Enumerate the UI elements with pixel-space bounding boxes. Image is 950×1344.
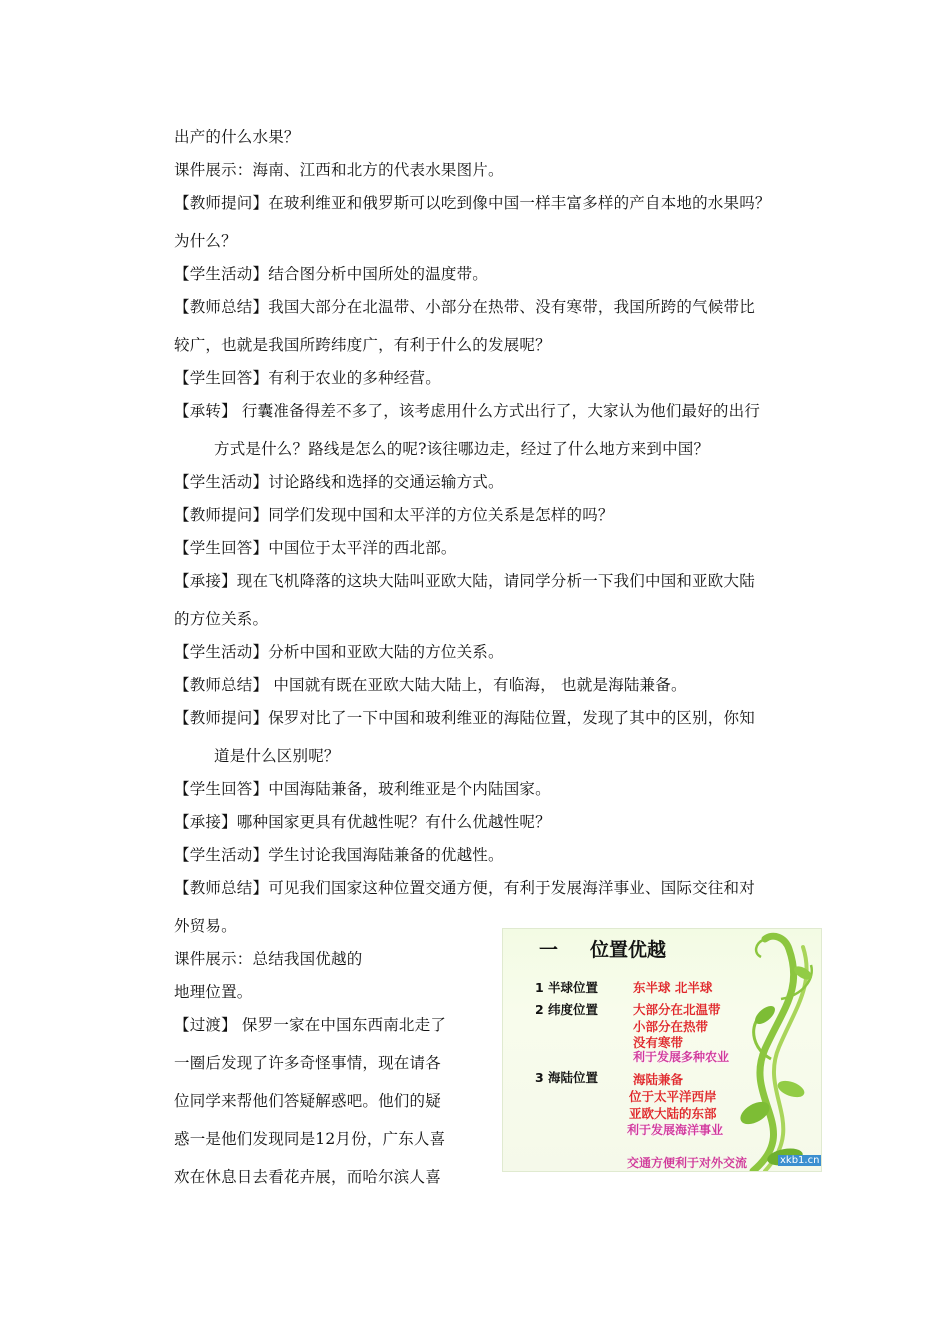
- latitude-value: 没有寒带: [633, 1035, 684, 1050]
- text-line: 课件展示：总结我国优越的: [174, 950, 363, 968]
- slide-footer: 交通方便利于对外交流: [627, 1156, 748, 1170]
- text-line: 【教师总结】我国大部分在北温带、小部分在热带、没有寒带，我国所跨的气候带比: [174, 298, 755, 316]
- text-line: 【教师提问】在玻利维亚和俄罗斯可以吃到像中国一样丰富多样的产自本地的水果吗？: [174, 194, 771, 212]
- text-line: 【学生回答】有利于农业的多种经营。: [174, 369, 441, 387]
- text-line: 【学生活动】学生讨论我国海陆兼备的优越性。: [174, 846, 504, 864]
- latitude-value: 小部分在热带: [633, 1019, 709, 1034]
- text-line: 【承接】哪种国家更具有优越性呢？有什么优越性呢？: [174, 813, 551, 831]
- text-line: 【教师提问】同学们发现中国和太平洋的方位关系是怎样的吗？: [174, 506, 614, 524]
- text-line: 的方位关系。: [174, 610, 269, 628]
- sea-land-value: 位于太平洋西岸: [629, 1089, 717, 1104]
- text-line: 【学生回答】中国海陆兼备，玻利维亚是个内陆国家。: [174, 780, 551, 798]
- text-line: 方式是什么？路线是怎么的呢?该往哪边走，经过了什么地方来到中国？: [214, 440, 710, 458]
- text-line: 【教师提问】保罗对比了一下中国和玻利维亚的海陆位置，发现了其中的区别，你知: [174, 709, 755, 727]
- text-line: 【承接】现在飞机降落的这块大陆叫亚欧大陆，请同学分析一下我们中国和亚欧大陆: [174, 572, 755, 590]
- latitude-label: 2 纬度位置: [535, 1002, 599, 1017]
- courseware-slide-image: [502, 928, 822, 1172]
- text-line: 较广，也就是我国所跨纬度广，有利于什么的发展呢？: [174, 336, 551, 354]
- hemisphere-label: 1 半球位置: [535, 980, 599, 995]
- sea-land-value: 亚欧大陆的东部: [629, 1106, 717, 1121]
- slide-title-number: 一: [539, 939, 559, 961]
- text-line: 【教师总结】可见我们国家这种位置交通方便，有利于发展海洋事业、国际交往和对: [174, 879, 755, 897]
- text-line: 【学生活动】讨论路线和选择的交通运输方式。: [174, 473, 504, 491]
- text-line: 道是什么区别呢？: [214, 747, 340, 765]
- sea-land-value: 海陆兼备: [633, 1072, 684, 1087]
- watermark-logo: xkb1.cn: [780, 1155, 820, 1166]
- text-line: 一圈后发现了许多奇怪事情，现在请各: [174, 1054, 441, 1072]
- text-line: 【承转】 行囊准备得差不多了，该考虑用什么方式出行了，大家认为他们最好的出行: [174, 402, 761, 420]
- text-line: 外贸易。: [174, 917, 237, 935]
- latitude-benefit: 利于发展多种农业: [633, 1050, 730, 1064]
- sea-land-benefit: 利于发展海洋事业: [627, 1123, 724, 1137]
- text-line: 欢在休息日去看花卉展，而哈尔滨人喜: [174, 1168, 441, 1186]
- text-line: 出产的什么水果？: [174, 128, 300, 146]
- slide-title: [539, 935, 666, 962]
- text-line: 【过渡】 保罗一家在中国东西南北走了: [174, 1016, 447, 1034]
- text-line: 惑一是他们发现同是12月份，广东人喜: [174, 1130, 446, 1148]
- text-line: 【教师总结】 中国就有既在亚欧大陆大陆上，有临海， 也就是海陆兼备。: [174, 676, 687, 694]
- text-line: 为什么？: [174, 232, 237, 250]
- hemisphere-value: 东半球 北半球: [633, 980, 713, 995]
- slide-title-text: 位置优越: [590, 939, 667, 961]
- latitude-value: 大部分在北温带: [633, 1002, 721, 1017]
- text-line: 课件展示：海南、江西和北方的代表水果图片。: [174, 161, 504, 179]
- text-line: 地理位置。: [174, 983, 253, 1001]
- text-line: 位同学来帮他们答疑解惑吧。他们的疑: [174, 1092, 441, 1110]
- text-line: 【学生回答】中国位于太平洋的西北部。: [174, 539, 457, 557]
- text-line: 【学生活动】分析中国和亚欧大陆的方位关系。: [174, 643, 504, 661]
- sea-land-label: 3 海陆位置: [535, 1070, 599, 1085]
- text-line: 【学生活动】结合图分析中国所处的温度带。: [174, 265, 489, 283]
